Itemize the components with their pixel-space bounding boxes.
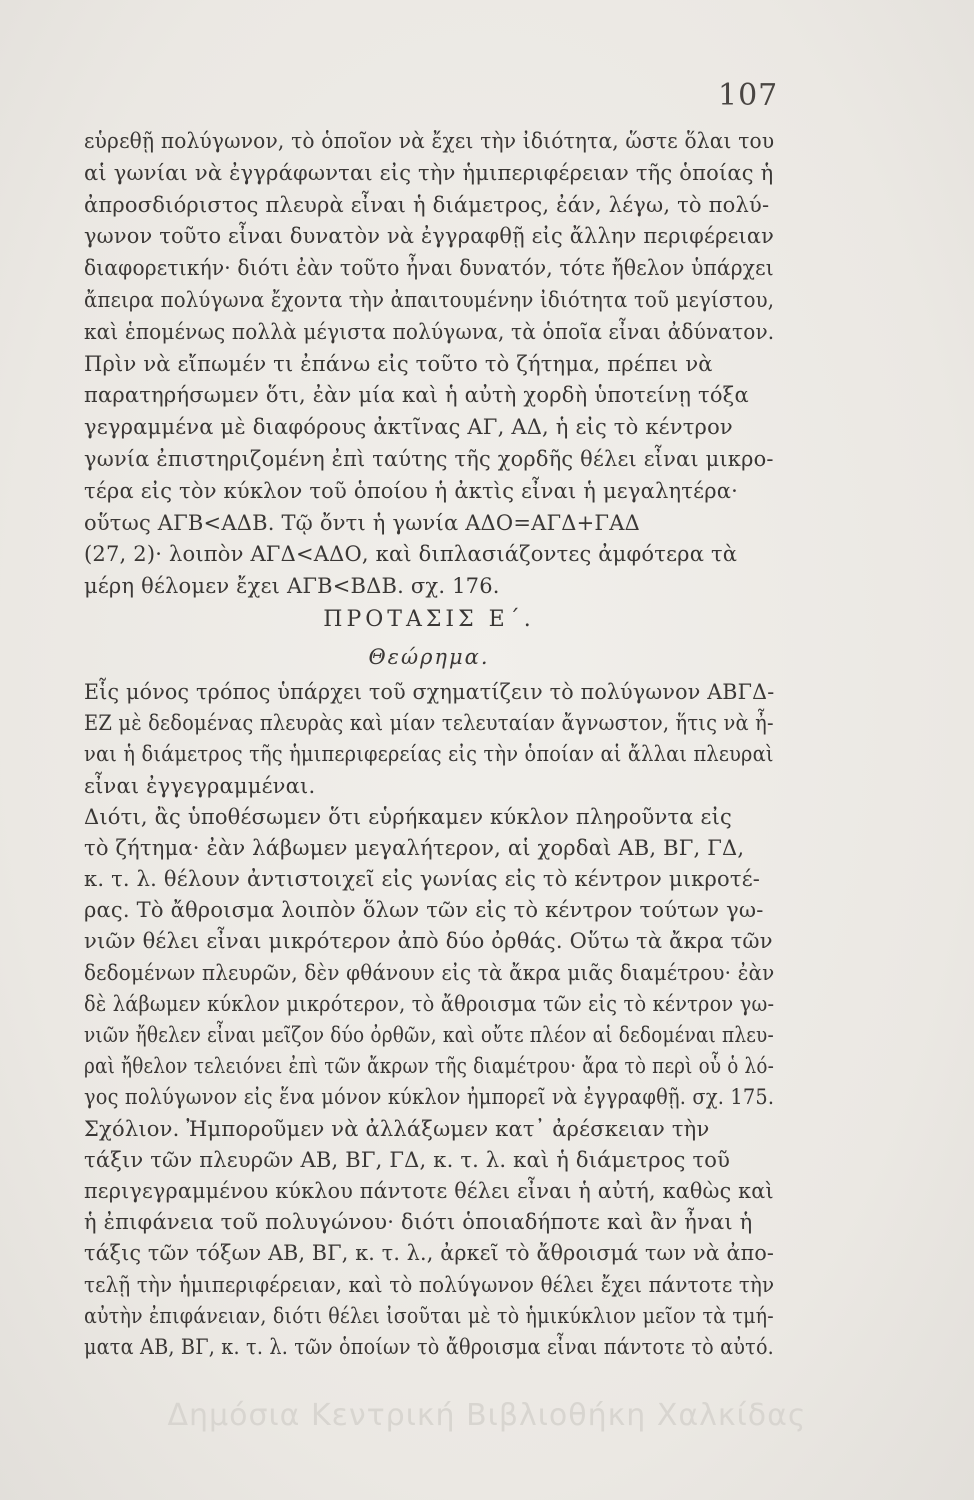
text-line: τελῇ τὴν ἡμιπεριφέρειαν, καὶ τὸ πολύγωνον θέλει ἔχει πάντοτε τὴν [84,1272,775,1297]
text-line: περιγεγραμμένου κύκλου πάντοτε θέλει εἶναι ἡ αὐτή, καθὼς καὶ [84,1178,774,1203]
text-line: Πρὶν νὰ εἴπωμέν τι ἐπάνω εἰς τοῦτο τὸ ζήτημα, πρέπει νὰ [84,351,713,376]
text-line: ἡ ἐπιφάνεια τοῦ πολυγώνου· διότι ὁποιαδήποτε καὶ ἂν ἦναι ἡ [84,1210,753,1235]
text-line: Σχόλιον. Ἠμποροῦμεν νὰ ἀλλάξωμεν κατ᾽ ἀρέσκειαν τὴν [84,1116,710,1141]
text-line: γεγραμμένα μὲ διαφόρους ἀκτῖνας ΑΓ, ΑΔ, ἡ εἰς τὸ κέντρον [84,415,733,440]
text-line: ΕΖ μὲ δεδομένας πλευρὰς καὶ μίαν τελευταίαν ἄγνωστον, ἥτις νὰ ἦ- [84,711,774,736]
paragraph-1 [84,126,774,349]
text-line: διαφορετικήν· διότι ἐὰν τοῦτο ἦναι δυνατόν, τότε ἤθελον ὑπάρχει [84,256,774,281]
text-line: αὐτὴν ἐπιφάνειαν, διότι θέλει ἰσοῦται μὲ τὸ ἡμικύκλιον μεῖον τὰ τμή- [84,1303,774,1328]
text-line: Διότι, ἂς ὑποθέσωμεν ὅτι εὑρήκαμεν κύκλον πληροῦντα εἰς [84,804,733,829]
paragraph-3 [84,677,774,802]
paragraph-5 [84,1114,774,1364]
text-line: αἱ γωνίαι νὰ ἐγγράφωνται εἰς τὴν ἡμιπεριφέρειαν τῆς ὁποίας ἡ [84,160,774,185]
text-line: δεδομένων πλευρῶν, δὲν φθάνουν εἰς τὰ ἄκρα μιᾶς διαμέτρου· ἐὰν [84,960,775,985]
text-line: παρατηρήσωμεν ὅτι, ἐὰν μία καὶ ἡ αὐτὴ χορδὴ ὑποτείνῃ τόξα [84,383,749,408]
text-line: Εἷς μόνος τρόπος ὑπάρχει τοῦ σχηματίζειν τὸ πολύγωνον ΑΒΓΔ- [84,679,775,704]
text-line: τάξιν τῶν πλευρῶν ΑΒ, ΒΓ, ΓΔ, κ. τ. λ. καὶ ἡ διάμετρος τοῦ [84,1147,731,1172]
text-line: ρας. Τὸ ἄθροισμα λοιπὸν ὅλων τῶν εἰς τὸ κέντρον τούτων γω- [84,898,764,923]
page-number: 107 [718,78,779,113]
text-line: τὸ ζήτημα· ἐὰν λάβωμεν μεγαλήτερον, αἱ χορδαὶ ΑΒ, ΒΓ, ΓΔ, [84,835,745,860]
text-line: εἶναι ἐγγεγραμμέναι. [84,773,316,798]
text-line: μέρη θέλομεν ἔχει ΑΓΒ<ΒΔΒ. σχ. 176. [84,574,500,599]
text-line: τέρα εἰς τὸν κύκλον τοῦ ὁποίου ἡ ἀκτὶς εἶναι ἡ μεγαλητέρα· [84,478,738,503]
proposition-heading: ΠΡΟΤΑΣΙΣ Ε΄. [323,606,535,632]
library-watermark: Δημόσια Κεντρική Βιβλιοθήκη Χαλκίδας [167,1398,807,1433]
text-line: καὶ ἑπομένως πολλὰ μέγιστα πολύγωνα, τὰ ὁποῖα εἶναι ἀδύνατον. [84,319,775,344]
text-line: νιῶν θέλει εἶναι μικρότερον ἀπὸ δύο ὀρθάς. Οὕτω τὰ ἄκρα τῶν [84,929,773,954]
text-line: ἀπροσδιόριστος πλευρὰ εἶναι ἡ διάμετρος, ἐάν, λέγω, τὸ πολύ- [84,192,770,217]
page-body [84,126,774,1363]
text-line: ματα ΑΒ, ΒΓ, κ. τ. λ. τῶν ὁποίων τὸ ἄθροισμα εἶναι πάντοτε τὸ αὐτό. [84,1334,774,1359]
text-line: (27, 2)· λοιπὸν ΑΓΔ<ΑΔΟ, καὶ διπλασιάζοντες ἀμφότερα τὰ [84,542,738,567]
text-line: γωνία ἐπιστηριζομένη ἐπὶ ταύτης τῆς χορδῆς θέλει εἶναι μικρο- [84,446,774,471]
text-line: τάξις τῶν τόξων ΑΒ, ΒΓ, κ. τ. λ., ἀρκεῖ τὸ ἄθροισμά των νὰ ἀπο- [84,1241,775,1266]
text-line: οὕτως ΑΓΒ<ΑΔΒ. Τῷ ὄντι ἡ γωνία ΑΔΟ=ΑΓΔ+ΓΑΔ [84,510,640,535]
paragraph-2 [84,349,774,603]
text-line: γωνον τοῦτο εἶναι δυνατὸν νὰ ἐγγραφθῇ εἰς ἄλλην περιφέρειαν [84,224,775,249]
text-line: ναι ἡ διάμετρος τῆς ἡμιπεριφερείας εἰς τὴν ὁποίαν αἱ ἄλλαι πλευραὶ [84,742,774,767]
text-line: κ. τ. λ. θέλουν ἀντιστοιχεῖ εἰς γωνίας εἰς τὸ κέντρον μικροτέ- [84,867,761,892]
text-line: δὲ λάβωμεν κύκλον μικρότερον, τὸ ἄθροισμα τῶν εἰς τὸ κέντρον γω- [84,991,775,1016]
paragraph-4 [84,802,774,1114]
text-line: εὑρεθῇ πολύγωνον, τὸ ὁποῖον νὰ ἔχει τὴν ἰδιότητα, ὥστε ὅλαι του [84,129,775,153]
text-line: νιῶν ἤθελεν εἶναι μεῖζον δύο ὀρθῶν, καὶ οὔτε πλέον αἱ δεδομέναι πλευ- [84,1023,774,1048]
text-line: ἄπειρα πολύγωνα ἔχοντα τὴν ἀπαιτουμένην ἰδιότητα τοῦ μεγίστου, [84,287,775,312]
theorem-subheading: Θεώρημα. [368,644,490,669]
text-line: ραὶ ἤθελον τελειόνει ἐπὶ τῶν ἄκρων τῆς διαμέτρου· ἄρα τὸ περὶ οὗ ὁ λό- [84,1054,775,1079]
text-line: γος πολύγωνον εἰς ἕνα μόνον κύκλον ἠμπορεῖ νὰ ἐγγραφθῇ. σχ. 175. [84,1085,775,1110]
